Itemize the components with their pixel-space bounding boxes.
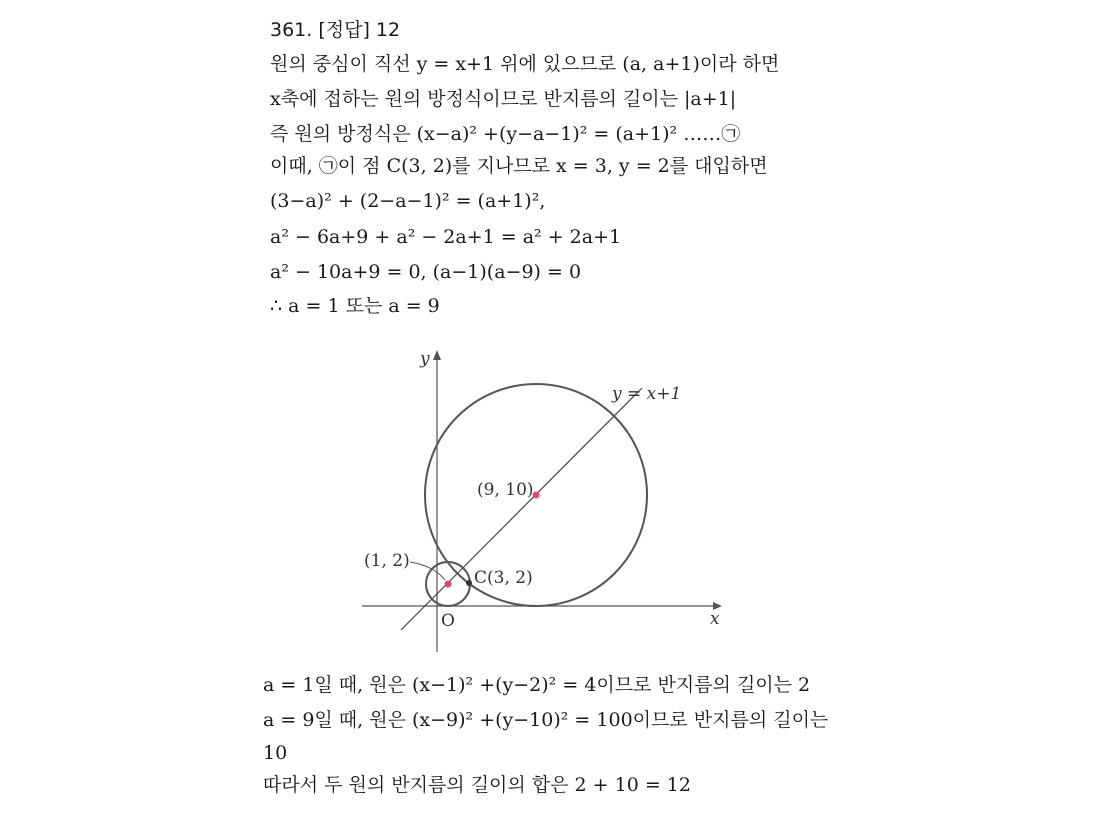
conclusion-line-3: 10 — [263, 742, 288, 764]
solution-line-7: a² − 10a+9 = 0, (a−1)(a−9) = 0 — [270, 261, 582, 283]
line-label: y = x+1 — [612, 384, 682, 404]
y-axis-label: y — [420, 349, 430, 369]
big-circle-center — [533, 492, 540, 499]
solution-line-8: ∴ a = 1 또는 a = 9 — [270, 295, 440, 317]
problem-header: 361. [정답] 12 — [270, 19, 401, 41]
conclusion-line-2: a = 9일 때, 원은 (x−9)² +(y−10)² = 100이므로 반지름의 길이는 — [263, 709, 829, 731]
solution-line-1: 원의 중심이 직선 y = x+1 위에 있으므로 (a, a+1)이라 하면 — [270, 53, 780, 75]
big-center-label: (9, 10) — [477, 480, 534, 500]
solution-line-2: x축에 접하는 원의 방정식이므로 반지름의 길이는 |a+1| — [270, 88, 737, 110]
circle-figure — [350, 340, 750, 660]
circle-figure-svg — [350, 340, 750, 660]
conclusion-line-1: a = 1일 때, 원은 (x−1)² +(y−2)² = 4이므로 반지름의 길이는 2 — [263, 674, 811, 696]
small-circle-center — [445, 581, 452, 588]
origin-label: O — [441, 611, 455, 631]
small-center-label: (1, 2) — [364, 551, 410, 571]
y-axis-arrow-icon — [433, 350, 441, 360]
solution-line-5: (3−a)² + (2−a−1)² = (a+1)², — [270, 190, 546, 212]
point-c-label: C(3, 2) — [474, 568, 533, 588]
x-axis-label: x — [710, 609, 720, 629]
solution-line-3: 즉 원의 방정식은 (x−a)² +(y−a−1)² = (a+1)² ……㉠ — [270, 123, 741, 145]
conclusion-line-4: 따라서 두 원의 반지름의 길이의 합은 2 + 10 = 12 — [263, 774, 691, 796]
solution-line-6: a² − 6a+9 + a² − 2a+1 = a² + 2a+1 — [270, 226, 622, 248]
solution-line-4: 이때, ㉠이 점 C(3, 2)를 지나므로 x = 3, y = 2를 대입하면 — [270, 155, 768, 177]
point-c — [466, 580, 472, 586]
